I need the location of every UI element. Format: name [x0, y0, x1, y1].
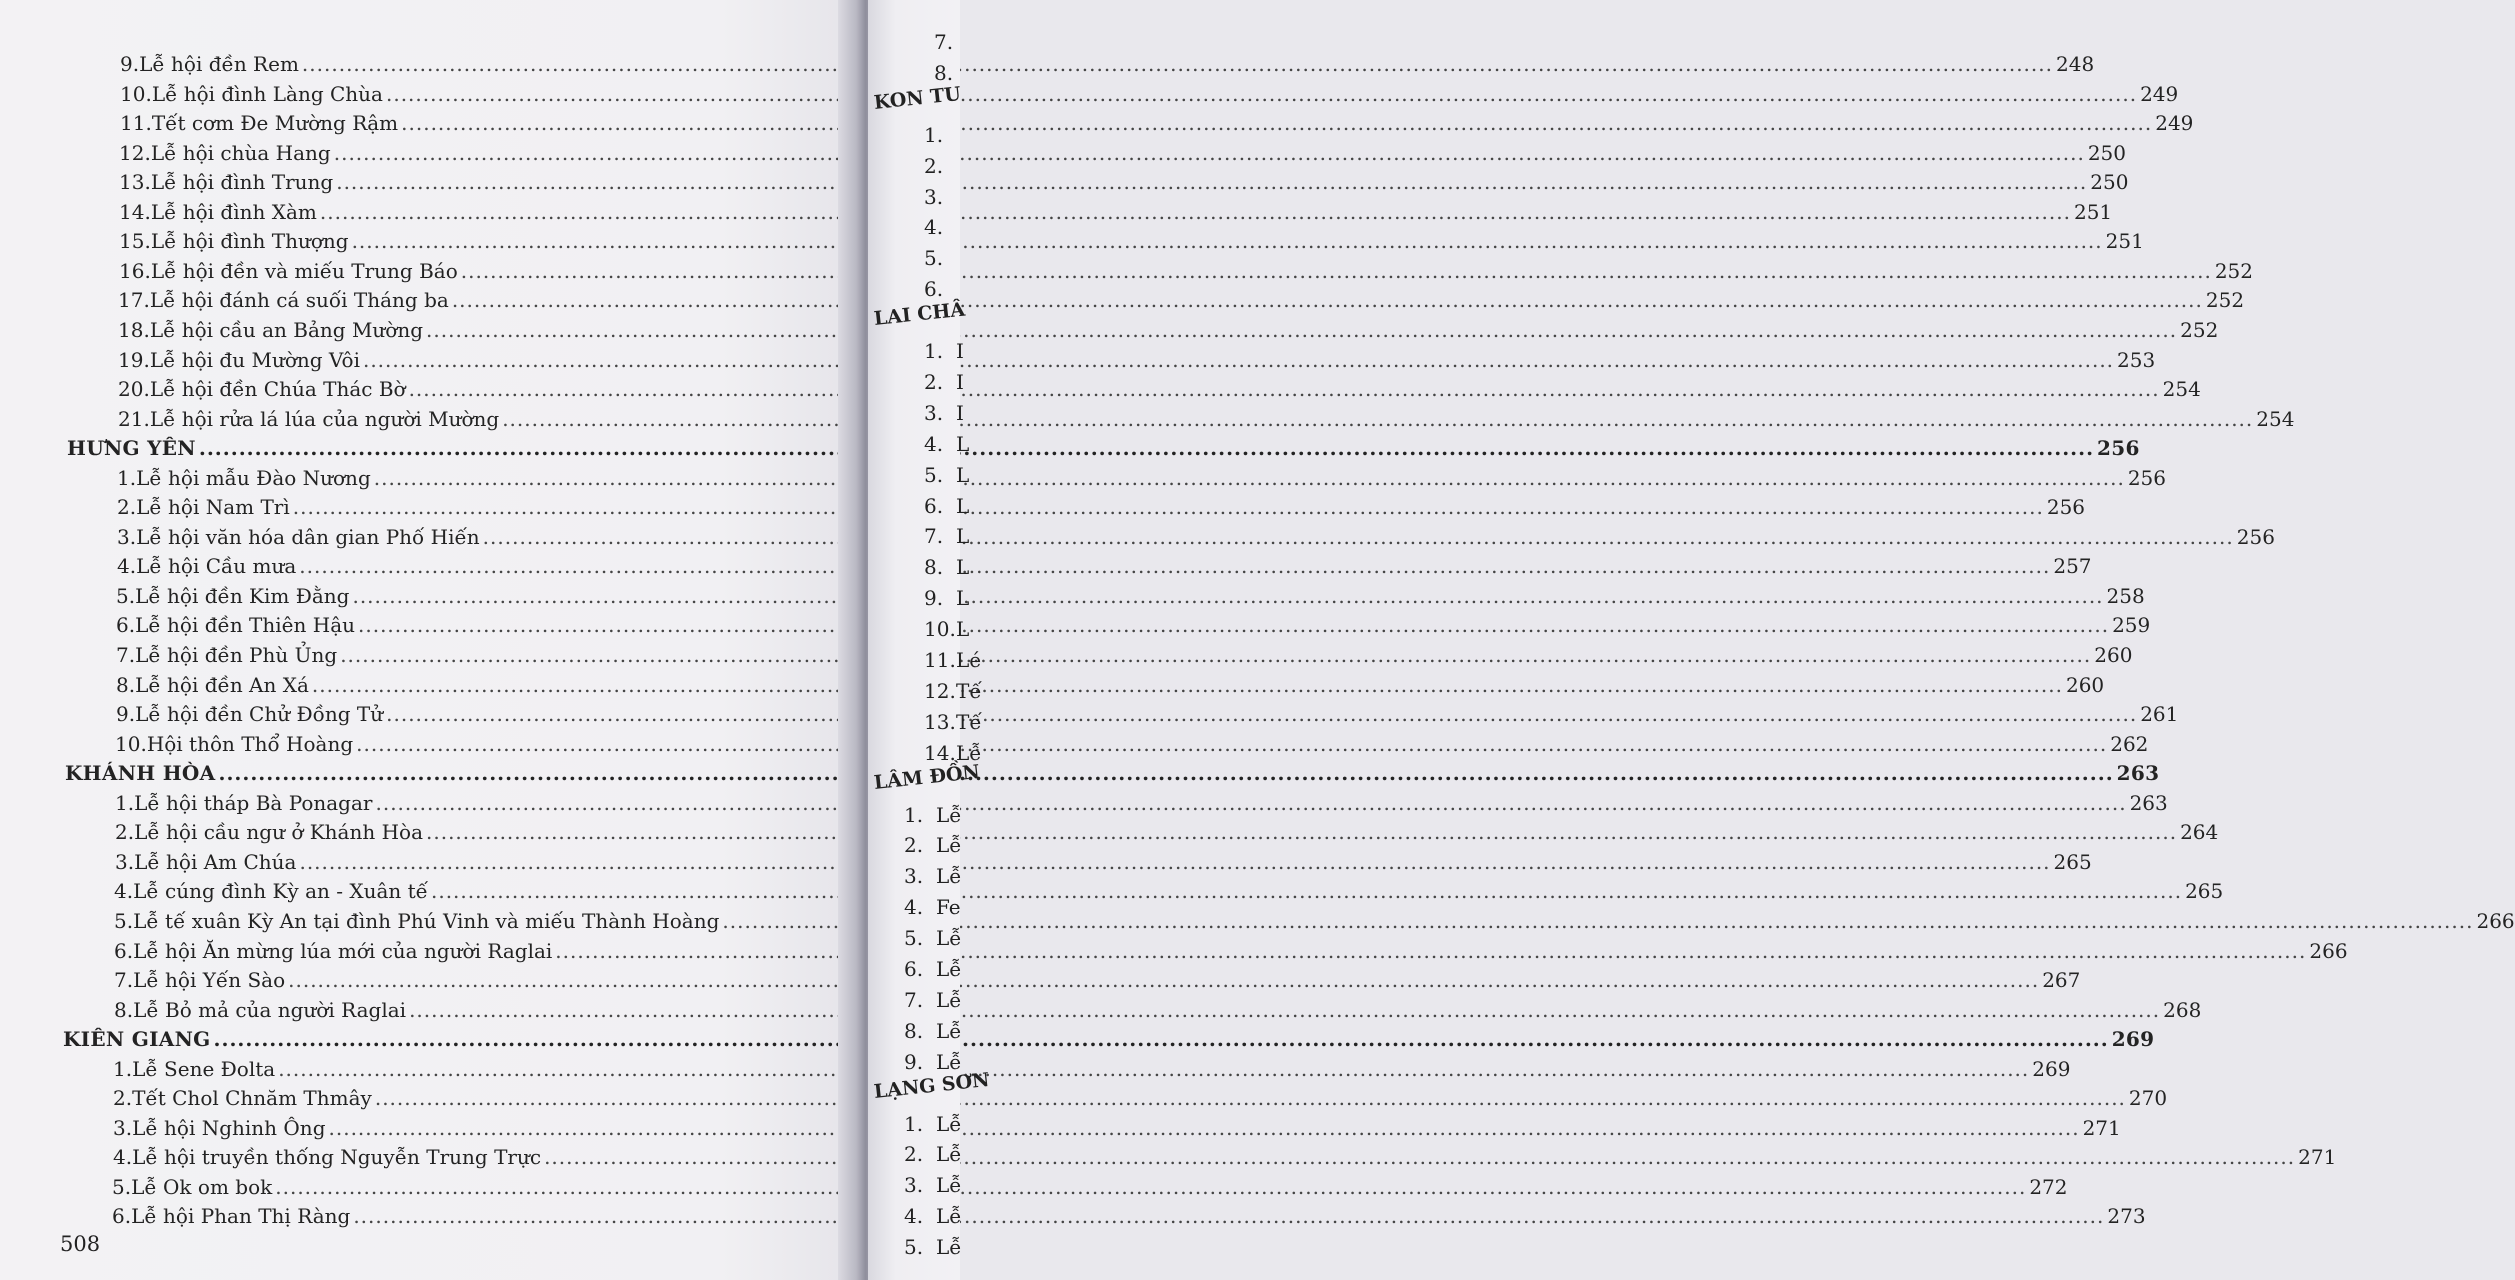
- toc-entry-title: Lễ: [936, 1018, 962, 1043]
- toc-entry-number: 5.: [904, 926, 924, 951]
- toc-entry: [904, 1173, 962, 1197]
- toc-entry-title: Lễ hội Cầu mưa: [136, 554, 297, 579]
- toc-entry-number: 1.: [904, 802, 924, 827]
- toc-entry-number: 16.: [119, 258, 151, 283]
- toc-entry-number: 1.: [115, 790, 135, 815]
- toc-entry-title: Lễ hội rửa lá lúa của người Mường: [149, 406, 500, 431]
- toc-entry: [117, 465, 2167, 494]
- toc-entry: [904, 1112, 962, 1136]
- toc-entry-title: L: [956, 617, 970, 642]
- toc-page-number: 272: [2029, 1174, 2068, 1199]
- dot-leader: [386, 702, 2137, 726]
- toc-entry: [904, 1142, 962, 1166]
- toc-page-number: 260: [2065, 672, 2105, 697]
- toc-entry: [118, 406, 2295, 435]
- toc-page-number: 252: [2205, 288, 2245, 313]
- toc-entry-title: L: [956, 462, 970, 487]
- toc-entry-number: 2.: [113, 1086, 133, 1111]
- toc-entry: [924, 617, 969, 641]
- toc-entry: [113, 1056, 2071, 1085]
- toc-entry-number: 4.: [113, 1145, 133, 1170]
- toc-entry-title: Lễ: [936, 957, 962, 981]
- toc-entry-title: Lễ hội cầu an Bảng Mường: [149, 317, 424, 342]
- toc-entry-number: 19.: [118, 347, 150, 372]
- toc-entry: [114, 938, 2348, 967]
- toc-page-number: 270: [2128, 1086, 2168, 1111]
- toc-entry-title: I: [956, 400, 964, 425]
- toc-entry-number: 13.: [924, 709, 956, 734]
- toc-page-number: 258: [2106, 583, 2145, 608]
- dot-leader: [275, 1175, 2026, 1199]
- toc-entry-number: 11.: [924, 648, 956, 672]
- toc-entry-title: Lễ Sene Đolta: [132, 1056, 276, 1081]
- toc-entry-title: I: [956, 339, 964, 363]
- toc-entry-title: Lễ hội văn hóa dân gian Phố Hiến: [136, 524, 480, 549]
- toc-entry-number: 6.: [924, 493, 944, 518]
- toc-entry-number: 4.: [904, 895, 924, 920]
- toc-page-number: 265: [2185, 879, 2224, 904]
- toc-entry-number: 6.: [116, 613, 136, 638]
- toc-entry: [114, 997, 2202, 1026]
- toc-entry-title: Lễ hội đền Chử Đồng Tử: [135, 702, 384, 727]
- dot-leader: [353, 1204, 2104, 1228]
- toc-entry: [119, 199, 2113, 228]
- toc-entry-title: Lễ: [936, 1111, 962, 1136]
- toc-page-number: 263: [2116, 761, 2160, 786]
- toc-entry-number: 10.: [924, 617, 956, 642]
- toc-entry: [924, 154, 956, 178]
- toc-entry: [120, 111, 2194, 139]
- toc-entry-number: 10.: [115, 731, 147, 756]
- toc-entry-number: 17.: [118, 288, 150, 313]
- toc-entry: [924, 277, 956, 301]
- toc-entry: [924, 215, 956, 239]
- toc-entry-title: L: [956, 431, 970, 456]
- toc-entry-number: 20.: [118, 377, 150, 402]
- toc-entry-title: Lễ: [936, 1235, 962, 1260]
- toc-entry-title: L: [956, 524, 970, 549]
- toc-entry: [924, 524, 969, 548]
- toc-entry-title: Lễ hội đền An Xá: [135, 672, 309, 697]
- toc-page-number: 267: [2042, 968, 2081, 993]
- dot-leader: [302, 52, 2053, 76]
- toc-page-number: 269: [2032, 1056, 2071, 1081]
- toc-entry-number: 6.: [904, 957, 924, 981]
- toc-entry-number: 5.: [116, 583, 136, 608]
- dot-leader: [461, 259, 2212, 283]
- toc-entry: [115, 790, 2168, 819]
- dot-leader: [722, 909, 2473, 933]
- toc-entry-title: Lễ hội đền Phù Ủng: [135, 643, 338, 667]
- toc-page-number: 268: [2163, 997, 2202, 1022]
- toc-entry: [904, 988, 962, 1012]
- toc-page-number: 249: [2140, 81, 2179, 106]
- toc-entry: [924, 432, 969, 456]
- toc-page-number: 271: [2298, 1145, 2337, 1170]
- dot-leader: [352, 229, 2103, 253]
- toc-entry: [113, 1115, 2121, 1144]
- toc-entry-title: Lễ hội cầu ngư ở Khánh Hòa: [134, 820, 423, 845]
- toc-entry-number: 1.: [904, 1111, 924, 1136]
- toc-entry-number: 7.: [114, 968, 134, 993]
- toc-entry: [114, 908, 2515, 937]
- toc-entry-title: Lễ hội đền Chúa Thác Bờ: [149, 377, 406, 402]
- toc-entry: [118, 317, 2219, 346]
- toc-entry-number: 12.: [924, 678, 956, 703]
- toc-entry: [924, 370, 964, 394]
- dot-leader: [293, 495, 2044, 519]
- dot-leader: [299, 850, 2050, 874]
- toc-page-number: 254: [2256, 406, 2295, 431]
- toc-entry: [118, 347, 2156, 376]
- toc-entry-title: Lễ: [956, 740, 982, 765]
- toc-page-number: 261: [2140, 702, 2179, 727]
- toc-entry-title: Lễ hội Yến Sào: [133, 968, 286, 993]
- toc-entry: [924, 710, 982, 734]
- dot-leader: [426, 820, 2177, 844]
- toc-entry: [119, 170, 2129, 198]
- toc-entry-number: 4.: [924, 431, 944, 456]
- toc-entry-number: 3.: [904, 1173, 924, 1198]
- dot-leader: [329, 1116, 2080, 1140]
- toc-page-number: 254: [2162, 377, 2201, 402]
- toc-page-number: 252: [2180, 317, 2219, 342]
- dot-leader: [452, 288, 2203, 312]
- toc-entry-title: Tế: [956, 678, 982, 703]
- toc-page-number: 260: [2094, 643, 2133, 667]
- toc-entry-title: L: [956, 493, 970, 518]
- toc-entry: [934, 30, 966, 54]
- toc-entry-title: Lễ hội tháp Bà Ponagar: [134, 790, 373, 815]
- dot-leader: [340, 643, 2091, 667]
- toc-entry-number: 3.: [113, 1115, 133, 1140]
- toc-page-number: 259: [2112, 613, 2151, 638]
- toc-entry: [924, 679, 982, 703]
- dot-leader: [483, 525, 2234, 549]
- toc-entry: [113, 1145, 2337, 1173]
- toc-entry: [116, 583, 2145, 612]
- toc-entry-number: 8.: [114, 997, 134, 1022]
- toc-entry-number: 2.: [904, 833, 924, 858]
- dot-leader: [431, 879, 2182, 903]
- toc-entry: [904, 926, 962, 950]
- dot-leader: [426, 318, 2177, 342]
- toc-page-number: 273: [2107, 1204, 2146, 1229]
- toc-section-heading: KON TU: [872, 82, 962, 114]
- toc-entry-number: 3.: [117, 524, 137, 549]
- dot-leader: [218, 761, 2113, 785]
- toc-entry-title: Lễ hội đình Làng Chùa: [151, 81, 383, 106]
- toc-entry-number: 8.: [934, 60, 954, 85]
- toc-entry: [924, 586, 969, 610]
- toc-entry-number: 1.: [113, 1056, 133, 1081]
- dot-leader: [278, 1057, 2029, 1081]
- toc-entry-number: 3.: [115, 849, 135, 874]
- dot-leader: [352, 584, 2103, 611]
- dot-leader: [288, 968, 2039, 992]
- toc-entry-title: Tết cơm Đe Mường Rậm: [151, 111, 399, 136]
- toc-page-number: 262: [2110, 731, 2149, 756]
- toc-entry-number: 11.: [120, 111, 152, 136]
- toc-entry-number: 12.: [119, 140, 151, 165]
- toc-entry-title: Lễ hội đền Kim Đằng: [135, 583, 350, 608]
- dot-leader: [199, 436, 2094, 460]
- toc-entry-title: Lé: [956, 648, 982, 672]
- toc-entry: [904, 895, 961, 919]
- toc-entry-number: 4.: [117, 554, 137, 579]
- toc-section-heading: LẠNG SƠN: [872, 1068, 991, 1103]
- toc-entry: [904, 864, 962, 888]
- toc-entry-title: Lễ hội Nghinh Ông: [132, 1115, 326, 1140]
- toc-entry-number: 2.: [924, 153, 944, 178]
- toc-entry-title: Lễ: [936, 833, 962, 858]
- toc-entry-title: Lễ cúng đình Kỳ an - Xuân tế: [133, 879, 428, 904]
- toc-entry: [924, 494, 969, 518]
- toc-entry: [120, 52, 2095, 80]
- toc-entry-title: Lễ: [936, 926, 962, 951]
- toc-entry: [934, 61, 966, 85]
- toc-entry-title: Lễ hội Am Chúa: [134, 849, 297, 874]
- toc-page-number: 269: [2111, 1027, 2155, 1052]
- toc-entry-number: 13.: [119, 170, 151, 195]
- toc-entry-title: Tết Chol Chnăm Thmây: [132, 1086, 372, 1111]
- dot-leader: [409, 998, 2160, 1022]
- toc-entry-number: 3.: [924, 184, 944, 209]
- toc-entry: [904, 1235, 962, 1259]
- toc-page-number: 256: [2127, 465, 2167, 490]
- dot-leader: [386, 82, 2137, 106]
- toc-entry-number: 8.: [904, 1018, 924, 1043]
- toc-entry: [924, 555, 969, 579]
- section-title: KHÁNH HÒA: [65, 761, 216, 786]
- toc-entry-number: 7.: [904, 987, 924, 1012]
- toc-entry-title: Lễ Bỏ mả của người Raglai: [133, 997, 407, 1022]
- toc-entry: [119, 229, 2144, 257]
- dot-leader: [214, 1027, 2109, 1051]
- toc-entry-number: 4.: [114, 879, 134, 904]
- right-page: [868, 0, 991, 1280]
- toc-entry-title: Lễ: [936, 802, 962, 827]
- dot-leader: [375, 791, 2126, 815]
- toc-entry: [119, 140, 2126, 169]
- dot-leader: [401, 111, 2152, 135]
- toc-page-number: 256: [2236, 524, 2275, 549]
- toc-entry: [924, 648, 981, 672]
- toc-section-heading: [67, 436, 2140, 464]
- toc-entry-title: Lễ hội đình Xàm: [150, 199, 317, 224]
- toc-entry: [924, 185, 956, 209]
- dot-leader: [336, 170, 2087, 194]
- toc-page-number: 263: [2129, 790, 2168, 815]
- toc-page-number: 257: [2053, 554, 2092, 579]
- toc-entry-number: 8.: [924, 555, 944, 580]
- toc-entry-title: Lễ hội đu Mường Vôi: [149, 347, 360, 372]
- toc-entry-title: Lễ hội mẫu Đào Nương: [136, 465, 371, 490]
- toc-page-number: 266: [2309, 938, 2348, 963]
- dot-leader: [312, 673, 2063, 697]
- toc-entry-number: 6.: [112, 1204, 132, 1229]
- toc-entry-number: 2.: [904, 1142, 924, 1167]
- toc-entry-title: L: [956, 555, 970, 580]
- toc-entry-title: Lễ hội Nam Trì: [136, 495, 290, 520]
- toc-entry: [924, 246, 956, 270]
- toc-entry-number: 1.: [117, 465, 137, 490]
- toc-entry-title: Lễ hội đánh cá suối Tháng ba: [149, 288, 449, 313]
- dot-leader: [502, 407, 2253, 431]
- toc-entry-title: Lễ tế xuân Kỳ An tại đình Phú Vinh và miếu Thành Hoàng: [133, 908, 720, 933]
- toc-entry-title: Lễ hội đền Thiên Hậu: [135, 613, 355, 638]
- dot-leader: [555, 939, 2306, 963]
- toc-page-number: 266: [2476, 908, 2515, 933]
- toc-entry-number: 9.: [116, 702, 136, 727]
- toc-entry: [904, 1050, 962, 1074]
- toc-entry: [118, 377, 2201, 405]
- dot-leader: [356, 732, 2107, 756]
- toc-entry: [115, 849, 2092, 878]
- toc-entry-title: Lễ hội đền và miếu Trung Báo: [150, 258, 458, 283]
- toc-page-number: 250: [2090, 170, 2129, 195]
- toc-entry: [117, 524, 2275, 553]
- toc-entry-title: Lễ: [936, 864, 962, 889]
- toc-entry: [114, 968, 2081, 996]
- toc-entry: [904, 1204, 962, 1228]
- dot-leader: [409, 377, 2160, 401]
- toc-entry-number: 9.: [904, 1049, 924, 1074]
- toc-entry-title: Lễ: [936, 987, 962, 1012]
- toc-entry: [113, 1086, 2168, 1114]
- toc-entry-title: Lễ: [936, 1142, 962, 1167]
- toc-page-number: 249: [2155, 111, 2194, 136]
- toc-entry-number: 7.: [924, 524, 944, 549]
- toc-entry: [904, 833, 962, 857]
- toc-page-number: 256: [2046, 495, 2086, 520]
- toc-entry-number: 5.: [924, 246, 944, 271]
- toc-entry-title: Lễ hội đền Rem: [139, 52, 299, 76]
- toc-entry-title: Lễ hội Ăn mừng lúa mới của người Raglai: [133, 938, 553, 963]
- dot-leader: [363, 348, 2114, 372]
- dot-leader: [320, 200, 2071, 224]
- toc-entry: [904, 1019, 962, 1043]
- toc-entry-number: 4.: [904, 1204, 924, 1229]
- toc-entry-number: 5.: [904, 1235, 924, 1260]
- toc-entry: [112, 1174, 2068, 1203]
- toc-entry: [115, 820, 2219, 848]
- toc-entry: [117, 495, 2086, 523]
- toc-entry-title: Lễ: [936, 1049, 962, 1074]
- toc-entry-title: L: [956, 586, 970, 611]
- toc-entry-number: 7.: [116, 643, 136, 667]
- page-number: 508: [60, 1232, 101, 1256]
- toc-entry-number: 2.: [115, 820, 135, 845]
- section-title: HƯNG YÊN: [67, 436, 196, 461]
- toc-entry-title: Lễ hội Phan Thị Ràng: [131, 1204, 351, 1229]
- toc-page-number: 248: [2056, 52, 2095, 76]
- toc-entry-title: Lễ: [936, 1173, 962, 1198]
- dot-leader: [358, 613, 2109, 637]
- toc-entry-number: 14.: [924, 740, 956, 765]
- toc-entry: [112, 1204, 2146, 1232]
- toc-entry-number: 6.: [114, 938, 134, 963]
- toc-page-number: 264: [2180, 820, 2219, 845]
- toc-entry-number: 5.: [112, 1174, 132, 1199]
- toc-page-number: 253: [2117, 347, 2156, 372]
- toc-entry-number: 9.: [924, 586, 944, 611]
- toc-entry-title: Lễ: [936, 1204, 962, 1229]
- toc-entry-number: 4.: [924, 215, 944, 240]
- toc-entry-number: 2.: [924, 369, 944, 394]
- toc-entry-number: 9.: [120, 52, 140, 76]
- toc-page-number: 251: [2105, 229, 2144, 254]
- toc-entry-number: 15.: [119, 229, 151, 254]
- toc-entry: [924, 339, 964, 363]
- dot-leader: [375, 1086, 2126, 1110]
- toc-entry-number: 3.: [904, 864, 924, 889]
- toc-page-number: 252: [2214, 258, 2254, 283]
- toc-entry-title: Lễ hội đình Trung: [150, 170, 334, 195]
- toc-entry-title: Tế: [956, 709, 982, 734]
- toc-entry-number: 5.: [924, 462, 944, 487]
- toc-entry: [924, 401, 964, 425]
- toc-entry: [119, 258, 2254, 287]
- dot-leader: [374, 466, 2125, 490]
- toc-entry-number: 18.: [118, 317, 150, 342]
- toc-entry: [924, 463, 969, 487]
- toc-entry: [904, 803, 962, 827]
- toc-page-number: 250: [2087, 140, 2126, 165]
- toc-entry-title: Lễ hội truyền thống Nguyễn Trung Trực: [132, 1145, 542, 1170]
- toc-entry-number: 3.: [924, 400, 944, 425]
- toc-entry-number: 1.: [924, 122, 944, 147]
- dot-leader: [544, 1145, 2295, 1169]
- toc-entry-number: 14.: [119, 199, 151, 224]
- toc-entry-title: Lễ hội đình Thượng: [150, 229, 349, 254]
- toc-entry: [117, 554, 2092, 582]
- toc-entry-number: 8.: [116, 672, 136, 697]
- toc-entry-title: Fe: [936, 895, 961, 920]
- toc-entry-number: 6.: [924, 277, 944, 302]
- toc-entry-title: Hội thôn Thổ Hoàng: [146, 731, 354, 756]
- toc-entry-number: 7.: [934, 30, 954, 54]
- toc-entry-number: 1.: [924, 339, 944, 363]
- toc-entry-number: 5.: [114, 908, 134, 933]
- toc-entry-number: 2.: [117, 495, 137, 520]
- toc-entry-title: I: [956, 369, 964, 394]
- toc-page-number: 265: [2053, 849, 2092, 874]
- dot-leader: [334, 141, 2085, 165]
- toc-entry-number: 10.: [120, 81, 152, 106]
- toc-entry: [114, 879, 2224, 907]
- toc-page-number: 256: [2097, 436, 2140, 461]
- toc-entry: [904, 957, 962, 981]
- toc-section-heading: LAI CHÂ: [872, 298, 967, 331]
- dot-leader: [299, 554, 2050, 578]
- toc-page-number: 251: [2073, 199, 2113, 224]
- toc-page-number: 271: [2082, 1115, 2121, 1140]
- section-title: KIÊN GIANG: [63, 1027, 211, 1052]
- toc-section-heading: LÂM ĐỒN: [872, 760, 981, 794]
- toc-entry-title: Lễ hội chùa Hang: [150, 140, 331, 165]
- toc-entry-number: 21.: [118, 406, 150, 431]
- toc-entry: [924, 123, 956, 147]
- toc-entry-title: Lễ Ok om bok: [131, 1174, 273, 1199]
